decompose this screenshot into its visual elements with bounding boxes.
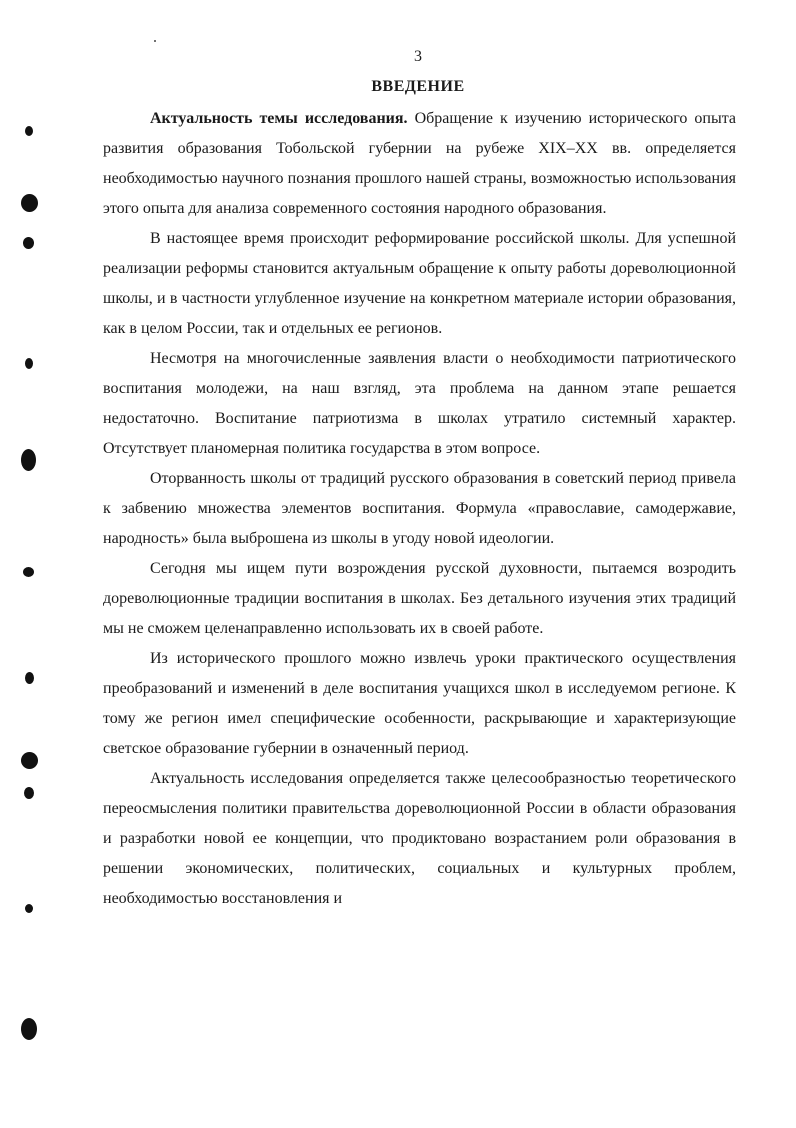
paragraph: Сегодня мы ищем пути возрождения русской духовности, пытаемся возродить дореволюционные традиции воспитания в школах. Без детального изучения этих традиций мы не сможем целенаправленно использовать их в своей работе. [103, 560, 736, 637]
page-number: 3 [414, 48, 422, 65]
punch-hole-mark [21, 449, 36, 471]
paragraph-lead: Актуальность темы исследования. [150, 110, 408, 127]
punch-hole-mark [21, 1018, 37, 1040]
paragraph: Оторванность школы от традиций русского образования в советский период привела к забвению множества элементов воспитания. Формула «православие, самодержавие, народность» была выброшена из школы в угоду новой идеологии. [103, 470, 736, 547]
paragraph: Несмотря на многочисленные заявления власти о необходимости патриотического воспитания молодежи, на наш взгляд, эта проблема на данном этапе решается недостаточно. Воспитание патриотизма в школах утратило системный характер. Отсутствует планомерная политика государства в этом вопросе. [103, 350, 736, 457]
punch-hole-mark [25, 358, 33, 369]
punch-hole-mark [25, 672, 34, 684]
punch-hole-mark [23, 237, 34, 249]
paragraph: Из исторического прошлого можно извлечь уроки практического осуществления преобразований и изменений в деле воспитания учащихся школ в исследуемом регионе. К тому же регион имел специфические особенности, раскрывающие и характеризующие светское образование губернии в означенный период. [103, 650, 736, 757]
paragraph [103, 104, 736, 224]
paragraph-text: Обращение к изучению исторического опыта развития образования Тобольской губернии на рубеже XIX–XX вв. определяется необходимостью научного познания прошлого нашей страны, возможностью использования этого опыта для анализа современного состояния народного образования. [103, 110, 737, 217]
body-text [103, 104, 736, 914]
paragraph: Актуальность исследования определяется также целесообразностью теоретического переосмысления политики правительства дореволюционной России в области образования и разработки новой ее концепции, что продиктовано возрастанием роли образования в решении экономических, политических, социальных и культурных проблем, необходимостью восстановления и [103, 770, 736, 907]
scan-speck [154, 40, 156, 42]
punch-hole-mark [21, 752, 38, 769]
paragraph: В настоящее время происходит реформирование российской школы. Для успешной реализации реформы становится актуальным обращение к опыту работы дореволюционной школы, и в частности углубленное изучение на конкретном материале истории образования, как в целом России, так и отдельных ее регионов. [103, 230, 736, 337]
punch-hole-mark [25, 904, 33, 913]
section-heading: ВВЕДЕНИЕ [371, 78, 465, 95]
punch-hole-mark [21, 194, 38, 212]
punch-hole-mark [25, 126, 33, 136]
punch-hole-mark [24, 787, 34, 799]
punch-hole-mark [23, 567, 34, 577]
